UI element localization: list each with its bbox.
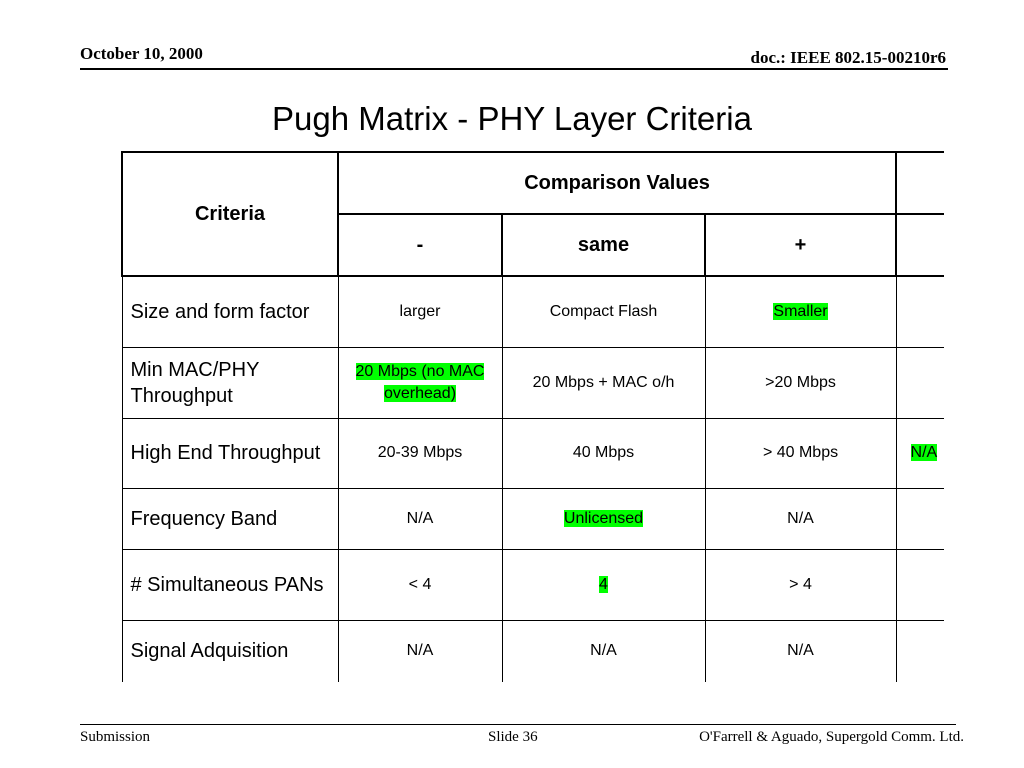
value-cell (896, 276, 944, 347)
footer-rule (80, 724, 956, 725)
table-row (122, 276, 944, 347)
criteria-cell: Signal Adquisition (122, 620, 338, 682)
footer-submission: Submission (80, 729, 151, 745)
value-cell-highlighted: Unlicensed (502, 488, 705, 549)
value-cell (896, 488, 944, 549)
criteria-cell: Frequency Band (122, 488, 338, 549)
value-cell-highlighted: N/A (896, 418, 944, 488)
value-cell-highlighted: 4 (502, 549, 705, 620)
value-cell: >20 Mbps (705, 347, 896, 418)
column-header-extra (896, 214, 944, 276)
table-row (122, 488, 944, 549)
value-cell: < 4 (338, 549, 502, 620)
value-cell: > 40 Mbps (705, 418, 896, 488)
value-cell: N/A (338, 620, 502, 682)
value-cell (896, 347, 944, 418)
column-header-minus: - (338, 214, 502, 276)
pugh-matrix-table (121, 151, 944, 682)
value-cell: larger (338, 276, 502, 347)
header-doc-id: doc.: IEEE 802.15-00210r6 (750, 48, 946, 67)
header-rule (80, 68, 948, 70)
table-row (122, 549, 944, 620)
value-cell (896, 549, 944, 620)
value-cell-highlighted: Smaller (705, 276, 896, 347)
table-row (122, 347, 944, 418)
value-cell: 40 Mbps (502, 418, 705, 488)
value-cell: N/A (705, 488, 896, 549)
criteria-cell: High End Throughput (122, 418, 338, 488)
criteria-cell: Size and form factor (122, 276, 338, 347)
column-header-same: same (502, 214, 705, 276)
value-cell: 20 Mbps + MAC o/h (502, 347, 705, 418)
footer-slide-number: Slide 36 (488, 729, 538, 745)
value-cell-highlighted: 20 Mbps (no MAC overhead) (338, 347, 502, 418)
column-header-plus: + (705, 214, 896, 276)
value-cell: Compact Flash (502, 276, 705, 347)
value-cell: N/A (502, 620, 705, 682)
header-date: October 10, 2000 (80, 44, 203, 63)
comparison-values-header: Comparison Values (338, 152, 896, 214)
value-cell: > 4 (705, 549, 896, 620)
table-row (122, 418, 944, 488)
value-cell: N/A (705, 620, 896, 682)
criteria-cell: Min MAC/PHY Throughput (122, 347, 338, 418)
header-extra-cell (896, 152, 944, 214)
footer-authors: O'Farrell & Aguado, Supergold Comm. Ltd. (699, 729, 964, 745)
slide-title: Pugh Matrix - PHY Layer Criteria (272, 100, 752, 137)
criteria-header: Criteria (122, 152, 338, 276)
criteria-cell: # Simultaneous PANs (122, 549, 338, 620)
table-row (122, 620, 944, 682)
value-cell: 20-39 Mbps (338, 418, 502, 488)
value-cell (896, 620, 944, 682)
value-cell: N/A (338, 488, 502, 549)
